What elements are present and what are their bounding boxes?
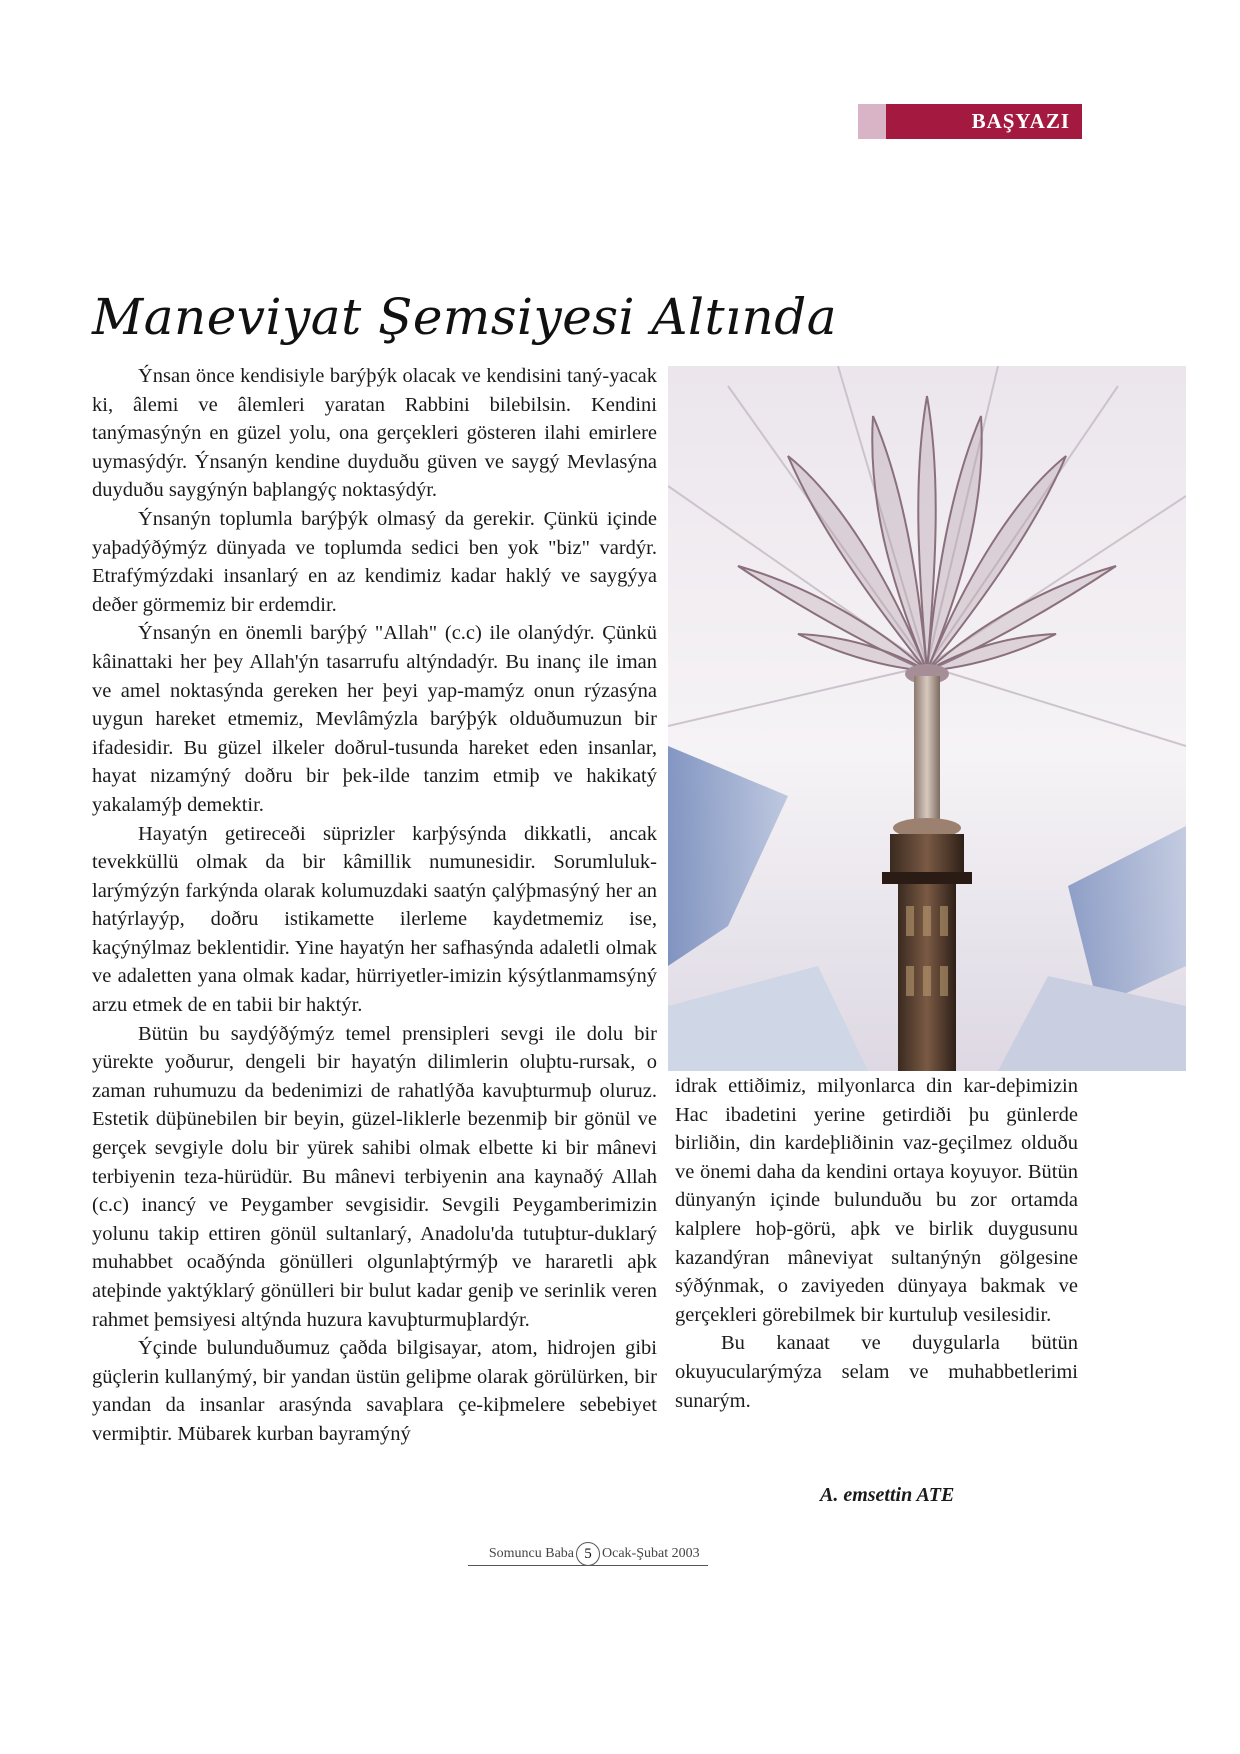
- umbrella-photo: [668, 366, 1186, 1071]
- paragraph: Ýçinde bulunduðumuz çaðda bilgisayar, atom, hidrojen gibi güçlerin kullanýmý, bir yandan üstün geliþme olarak görülürken, bir yandan da insanlar arasýnda savaþlara çe-kiþmelere sebebiyet vermiþtir. Mübarek kurban bayramýný: [92, 1337, 657, 1445]
- paragraph: Bu kanaat ve duygularla bütün okuyucularýmýza selam ve muhabbetlerimi sunarým.: [675, 1332, 1078, 1412]
- section-label: BAŞYAZI: [886, 104, 1082, 139]
- paragraph: Bütün bu saydýðýmýz temel prensipleri sevgi ile dolu bir yürekte yoðurur, dengeli bir hayatýn dilimlerin oluþtu-rursak, o zaman ruhumuzu da bedenimizi de rahatlýða kavuþturmuþ oluruz. Estetik düþünebilen bir beyin, güzel-liklerle bezenmiþ bir gönül ve gerçek sevgiyle dolu bir yürek sahibi olmak elbette ki bir mânevi terbiyenin teza-hürüdür. Bu mânevi terbiyenin ana kaynaðý Allah (c.c) inancý ve Peygamber sevgisidir. Sevgili Peygamberimizin yolunu takip ettiren gönül sultanlarý, Anadolu'da tutuþtur-duklarý muhabbet ocaðýnda gönülleri olgunlaþtýrmýþ ve hararetli aþk ateþinde yaktýklarý gönülleri bir bulut kadar geniþ ve serinlik veren rahmet þemsiyesi altýnda huzura kavuþturmuþlardýr.: [92, 1022, 657, 1331]
- page-footer: [468, 1540, 708, 1580]
- paragraph: idrak ettiðimiz, milyonlarca din kar-deþimizin Hac ibadetini yerine getirdiði þu günlerde birliðin, din kardeþliðinin vaz-geçilmez olduðu ve önemi daha da kendini ortaya koyuyor. Bütün dünyanýn içinde bulunduðu bu zor ortamda kalplere hoþ-görü, aþk ve birlik duygusunu kazandýran mâneviyat sultanýnýn gölgesine sýðýnmak, o zaviyeden dünyaya bakmak ve gerçekleri görebilmek bir kurtuluþ vesilesidir.: [675, 1075, 1078, 1326]
- paragraph: Ýnsanýn en önemli barýþý "Allah" (c.c) ile olanýdýr. Çünkü kâinattaki her þey Allah'ýn tasarrufu altýndadýr. Bu inanç ile iman ve amel noktasýnda gereken her þeyi yap-mamýz onun rýzasýna uygun hareket etmemiz, Mevlâmýzla barýþýk olduðumuzun bir ifadesidir. Bu güzel ilkeler doðrul-tusunda hareket eden insanlar, hayat nizamýný doðru bir þek-ilde tanzim etmiþ ve hakikatý yakalamýþ demektir.: [92, 622, 657, 816]
- issue-date: Ocak-Şubat 2003: [602, 1546, 700, 1561]
- section-tab-accent: [858, 104, 886, 139]
- article-column-right: [675, 1072, 1078, 1415]
- paragraph: Ýnsanýn toplumla barýþýk olmasý da gerekir. Çünkü içinde yaþadýðýmýz dünyada ve toplumda sedici ben yok "biz" vardýr. Etrafýmýzdaki insanlarý en az kendimiz kadar haklý ve saygýya deðer görmemiz bir erdemdir.: [92, 507, 657, 616]
- page-number: 5: [576, 1542, 600, 1566]
- article-column-left: [92, 362, 657, 1449]
- author-signature: A. emsettin ATE: [820, 1484, 955, 1506]
- paragraph: Ýnsan önce kendisiyle barýþýk olacak ve kendisini taný-yacak ki, âlemi ve âlemleri yaratan Rabbini bilebilsin. Kendini tanýmasýnýn en güzel yolu, ona gerçekleri gösteren ilahi emirlere uymasýdýr. Ýnsanýn kendine duyduðu güven ve saygý Mevlasýna duyduðu saygýnýn baþlangýç noktasýdýr.: [92, 365, 657, 502]
- umbrella-illustration: [668, 366, 1186, 1071]
- magazine-name: Somuncu Baba: [488, 1546, 574, 1561]
- section-tab: [858, 104, 1082, 139]
- article-title: Maneviyat Şemsiyesi Altında: [92, 288, 838, 346]
- paragraph: Hayatýn getireceði süprizler karþýsýnda dikkatli, ancak tevekküllü olmak da bir kâmillik numunesidir. Sorumluluk-larýmýzýn farkýnda olarak kolumuzdaki saatýn çalýþmasýný her an hatýrlayýp, doðru istikamette ilerleme kaydetmemiz ise, kaçýnýlmaz beklentidir. Yine hayatýn her safhasýnda adaletli olmak ve adaletten yana olmak kadar, hürriyetler-imizin kýsýtlanmamsýný arzu etmek de en tabii bir haktýr.: [92, 822, 657, 1017]
